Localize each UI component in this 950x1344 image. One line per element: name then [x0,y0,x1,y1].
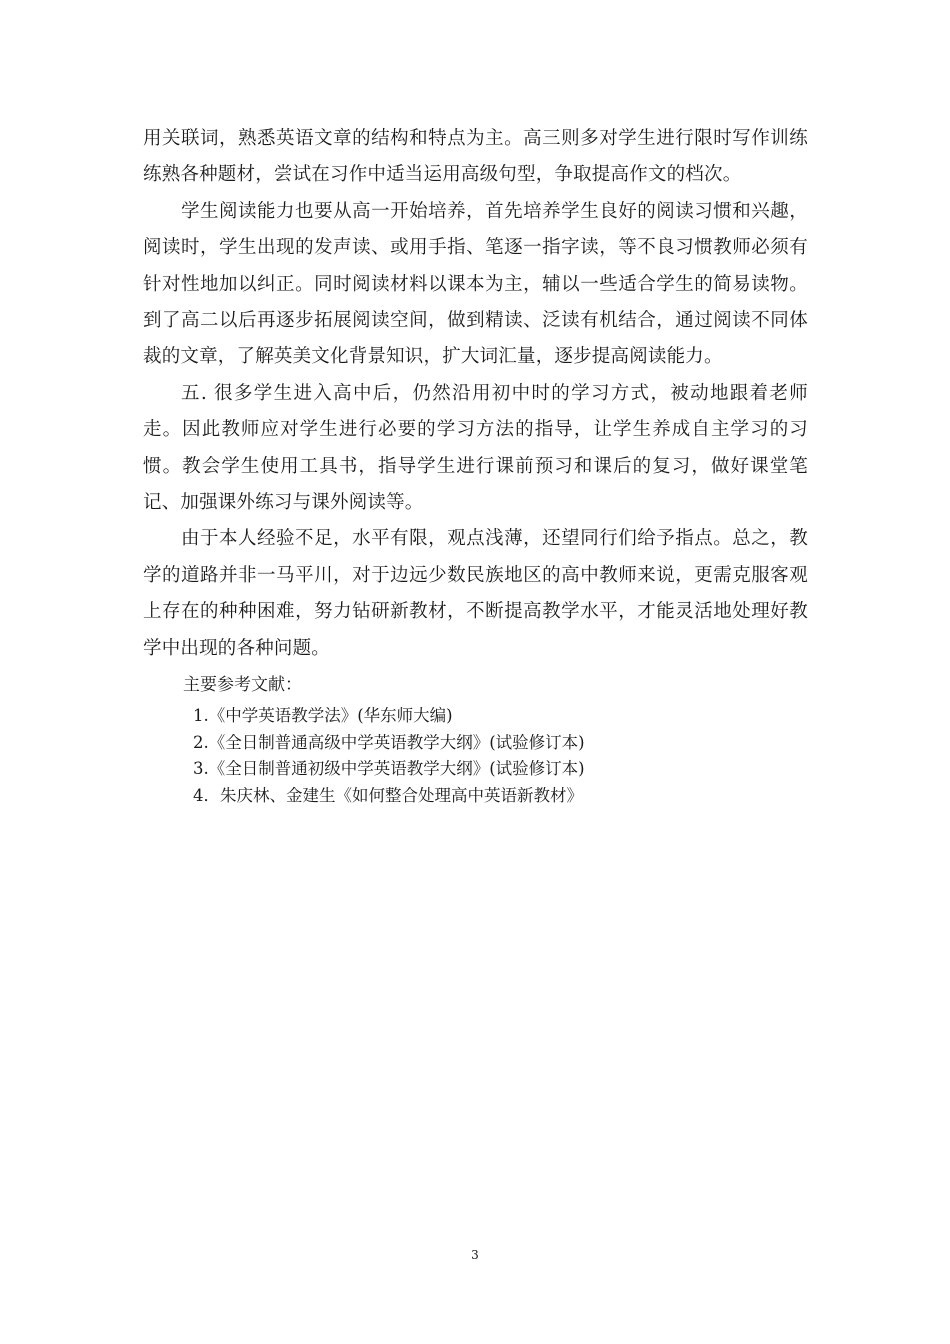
references-list [143,703,808,809]
reference-item: 2.《全日制普通高级中学英语教学大纲》(试验修订本) [193,732,585,752]
paragraph-reading-ability: 学生阅读能力也要从高一开始培养，首先培养学生良好的阅读习惯和兴趣，阅读时，学生出现的发声读、或用手指、笔逐一指字读，等不良习惯教师必须有针对性地加以纠正。同时阅读材料以课本为主，辅以一些适合学生的简易读物。到了高二以后再逐步拓展阅读空间，做到精读、泛读有机结合，通过阅读不同体裁的文章，了解英美文化背景知识，扩大词汇量，逐步提高阅读能力。 [143,200,808,368]
page-content [143,121,808,809]
references-heading: 主要参考文献： [183,675,302,696]
paragraph-conclusion: 由于本人经验不足，水平有限，观点浅薄，还望同行们给予指点。总之，教学的道路并非一马平川，对于边远少数民族地区的高中教师来说，更需克服客观上存在的种种困难，努力钻研新教材，不断提高教学水平，才能灵活地处理好教学中出现的各种问题。 [143,528,808,659]
reference-item: 3.《全日制普通初级中学英语教学大纲》(试验修订本) [193,759,585,779]
reference-item: 4．朱庆林、金建生《如何整合处理高中英语新教材》 [193,785,583,805]
reference-item: 1.《中学英语教学法》(华东师大编) [193,706,453,726]
paragraph-continuation: 用关联词，熟悉英语文章的结构和特点为主。高三则多对学生进行限时写作训练练熟各种题材，尝试在习作中适当运用高级句型，争取提高作文的档次。 [143,128,808,186]
page-number: 3 [471,1248,479,1262]
paragraph-learning-methods: 五. 很多学生进入高中后，仍然沿用初中时的学习方式，被动地跟着老师走。因此教师应对学生进行必要的学习方法的指导，让学生养成自主学习的习惯。教会学生使用工具书，指导学生进行课前预习和课后的复习，做好课堂笔记、加强课外练习与课外阅读等。 [143,382,808,514]
